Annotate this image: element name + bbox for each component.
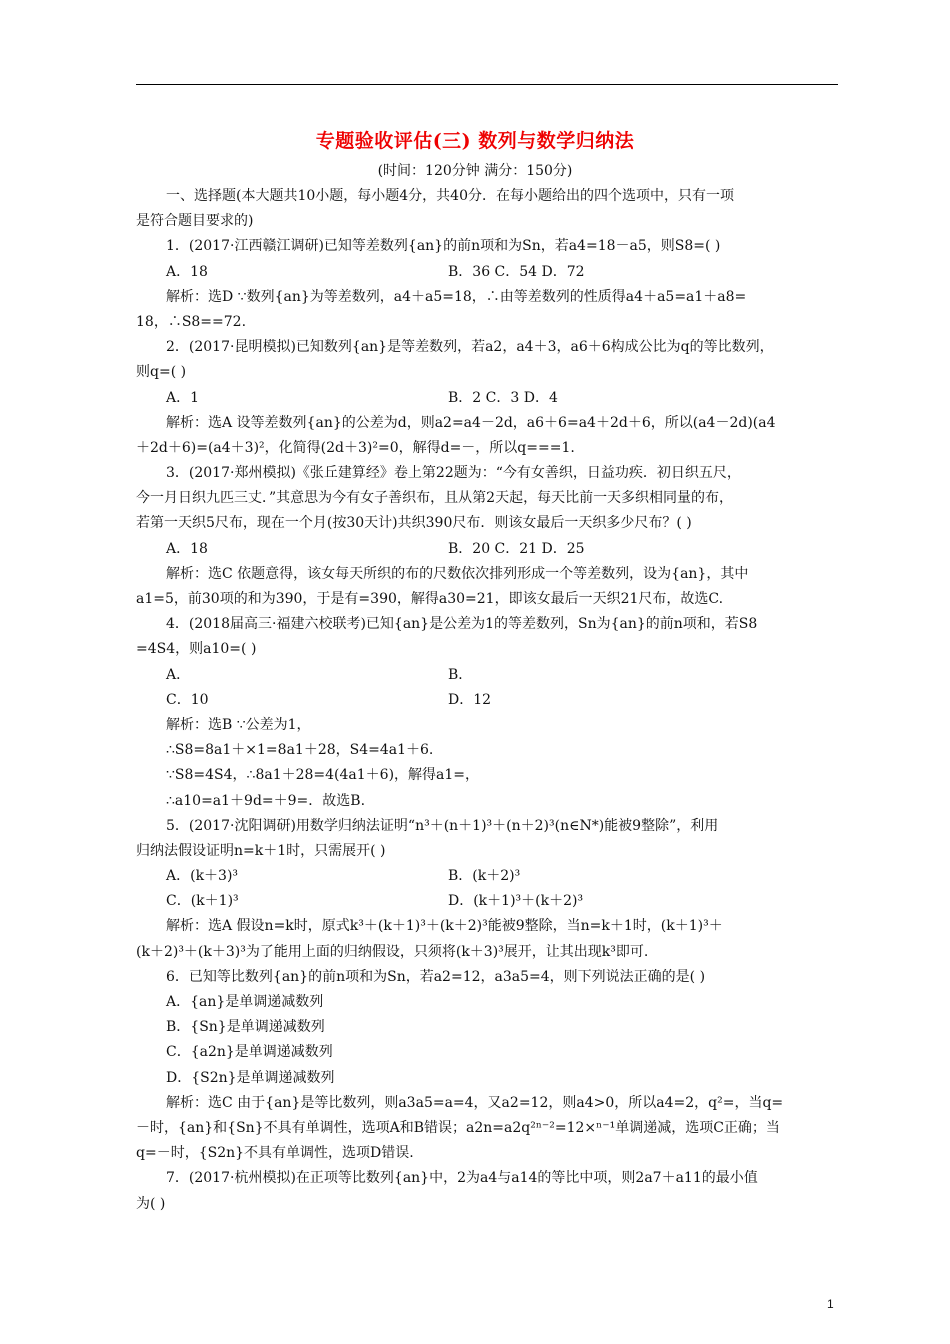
option-text: B．2 C．3 D．4 (448, 389, 558, 406)
page-title: 专题验收评估(三) 数列与数学归纳法 (315, 130, 635, 152)
option-text: A．(k＋3)³ (166, 868, 239, 885)
option-text: B．20 C．21 D．25 (448, 540, 585, 557)
text-line: 解析：选C 依题意得，该女每天所织的布的尺数依次排列形成一个等差数列，设为{an}，其中 (166, 565, 749, 582)
text-line: 解析：选B ∵公差为1， (166, 716, 311, 733)
option-row (136, 386, 838, 411)
text-line: D．{S2n}是单调递减数列 (166, 1069, 335, 1086)
option-text: A．1 (166, 389, 200, 406)
option-row (136, 688, 838, 713)
option-text: B．36 C．54 D．72 (448, 263, 585, 280)
page-subtitle: (时间：120分钟 满分：150分) (377, 163, 573, 179)
text-line: ∴S8=8a1＋×1=8a1＋28，S4=4a1＋6. (166, 742, 434, 759)
text-line: 3．(2017·郑州模拟)《张丘建算经》卷上第22题为：“今有女善织，日益功疾．初日织五尺， (166, 465, 741, 482)
text-line: 一、选择题(本大题共10小题，每小题4分，共40分．在每小题给出的四个选项中，只有一项 (166, 188, 734, 204)
text-line: ＋2d＋6)=(a4＋3)²，化简得(2d＋3)²=0，解得d=－，所以q===1. (136, 439, 575, 456)
text-line: 5．(2017·沈阳调研)用数学归纳法证明“n³＋(n＋1)³＋(n＋2)³(n∈N*)能被9整除”，利用 (166, 817, 719, 834)
text-line: B．{Sn}是单调递减数列 (166, 1019, 325, 1036)
text-line: 若第一天织5尺布，现在一个月(按30天计)共织390尺布．则该女最后一天织多少尺布？( ) (136, 515, 692, 532)
text-line: 解析：选D ∵数列{an}为等差数列，a4＋a5=18，∴由等差数列的性质得a4＋a5=a1＋a8= (166, 288, 747, 305)
text-line: 4．(2018届高三·福建六校联考)已知{an}是公差为1的等差数列，Sn为{an}的前n项和，若S8 (166, 616, 758, 633)
option-text: B． (448, 666, 473, 683)
text-line: 解析：选A 假设n=k时，原式k³＋(k＋1)³＋(k＋2)³能被9整除，当n=k＋1时，(k＋1)³＋ (166, 918, 723, 935)
text-line: －时，{an}和{Sn}不具有单调性，选项A和B错误；a2n=a2q²ⁿ⁻²=12×ⁿ⁻¹单调递减，选项C正确；当 (136, 1119, 780, 1136)
text-line: (k＋2)³＋(k＋3)³为了能用上面的归纳假设，只须将(k＋3)³展开，让其出现k³即可. (136, 943, 649, 960)
page-number: 1 (827, 1297, 834, 1311)
text-line: 归纳法假设证明n=k＋1时，只需展开( ) (136, 842, 386, 859)
option-row (136, 889, 838, 914)
option-text: B．(k＋2)³ (448, 868, 521, 885)
option-row (136, 260, 838, 285)
text-line: 7．(2017·杭州模拟)在正项等比数列{an}中，2为a4与a14的等比中项，则2a7＋a11的最小值 (166, 1170, 758, 1187)
text-line: 6．已知等比数列{an}的前n项和为Sn，若a2=12，a3a5=4，则下列说法正确的是( ) (166, 968, 706, 985)
text-line: 2．(2017·昆明模拟)已知数列{an}是等差数列，若a2，a4＋3，a6＋6构成公比为q的等比数列， (166, 339, 774, 356)
text-line: =4S4，则a10=( ) (136, 641, 257, 658)
text-line: 则q=( ) (136, 364, 187, 381)
text-line: q=－时，{S2n}不具有单调性，选项D错误. (136, 1145, 414, 1162)
option-row (136, 537, 838, 562)
option-text: D．12 (448, 691, 492, 708)
option-text: C．(k＋1)³ (166, 893, 239, 910)
option-row (136, 864, 838, 889)
text-line: 是符合题目要求的) (136, 213, 254, 230)
text-line: a1=5，前30项的和为390，于是有=390，解得a30=21，即该女最后一天织21尺布，故选C. (136, 591, 724, 607)
text-line: ∵S8=4S4，∴8a1＋28=4(4a1＋6)，解得a1=， (166, 767, 480, 784)
document-body (136, 184, 838, 1217)
option-row (136, 663, 838, 688)
text-line: 1．(2017·江西赣江调研)已知等差数列{an}的前n项和为Sn，若a4=18－a5，则S8=( ) (166, 238, 721, 255)
text-line: 今一月日织九匹三丈．”其意思为今有女子善织布，且从第2天起，每天比前一天多织相同量的布， (136, 490, 734, 507)
option-text: A．18 (166, 263, 208, 280)
text-line: A．{an}是单调递减数列 (166, 994, 324, 1010)
text-line: 18，∴S8==72. (136, 313, 247, 330)
text-line: 为( ) (136, 1195, 166, 1212)
option-text: C．10 (166, 691, 209, 708)
option-text: A．18 (166, 540, 208, 557)
text-line: 解析：选A 设等差数列{an}的公差为d，则a2=a4－2d，a6＋6=a4＋2d＋6，所以(a4－2d)(a4 (166, 414, 776, 431)
option-text: A． (166, 666, 191, 683)
text-line: C．{a2n}是单调递减数列 (166, 1044, 333, 1061)
option-text: D．(k＋1)³＋(k＋2)³ (448, 893, 584, 910)
text-line: ∴a10=a1＋9d=＋9=．故选B. (166, 792, 366, 809)
header-rule (136, 84, 838, 85)
text-line: 解析：选C 由于{an}是等比数列，则a3a5=a=4，又a2=12，则a4>0，所以a4=2，q²=，当q= (166, 1094, 784, 1111)
